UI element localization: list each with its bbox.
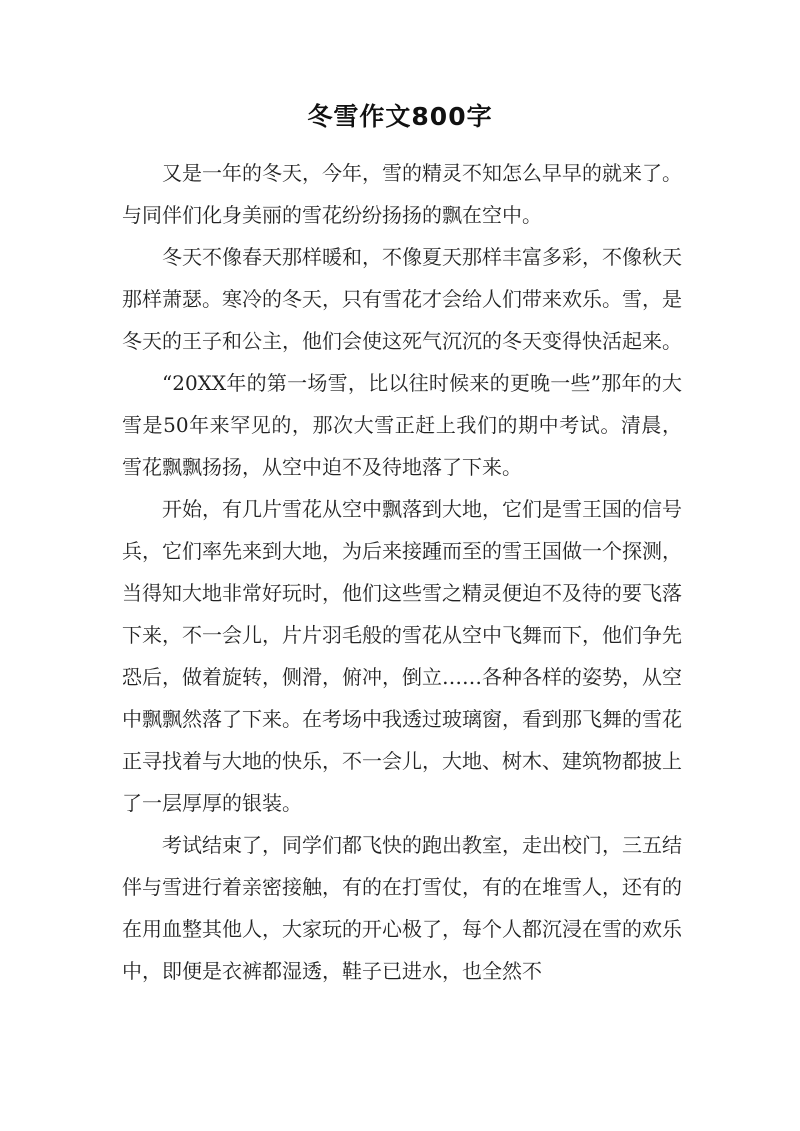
paragraph-2: 冬天不像春天那样暖和，不像夏天那样丰富多彩，不像秋天那样萧瑟。寒冷的冬天，只有雪花才会给人们带来欢乐。雪，是冬天的王子和公主，他们会使这死气沉沉的冬天变得快活起来。 [122, 245, 682, 353]
document-title: 冬雪作文800字 [307, 102, 493, 131]
paragraph-4: 开始，有几片雪花从空中飘落到大地，它们是雪王国的信号兵，它们率先来到大地，为后来接踵而至的雪王国做一个探测，当得知大地非常好玩时，他们这些雪之精灵便迫不及待的要飞落下来，不一会儿，片片羽毛般的雪花从空中飞舞而下，他们争先恐后，做着旋转，侧滑，俯冲，倒立……各种各样的姿势，从空中飘飘然落了下来。在考场中我透过玻璃窗，看到那飞舞的雪花正寻找着与大地的快乐，不一会儿，大地、树木、建筑物都披上了一层厚厚的银装。 [122, 497, 682, 815]
paragraph-1: 又是一年的冬天，今年，雪的精灵不知怎么早早的就来了。与同伴们化身美丽的雪花纷纷扬扬的飘在空中。 [122, 161, 682, 227]
paragraph-3: “20XX年的第一场雪，比以往时候来的更晚一些”那年的大雪是50年来罕见的，那次大雪正赶上我们的期中考试。清晨，雪花飘飘扬扬，从空中迫不及待地落了下来。 [122, 371, 682, 479]
document-body [122, 152, 682, 992]
paragraph-5: 考试结束了，同学们都飞快的跑出教室，走出校门，三五结伴与雪进行着亲密接触，有的在打雪仗，有的在堆雪人，还有的在用血整其他人，大家玩的开心极了，每个人都沉浸在雪的欢乐中，即便是衣裤都湿透，鞋子已进水，也全然不 [122, 833, 682, 983]
